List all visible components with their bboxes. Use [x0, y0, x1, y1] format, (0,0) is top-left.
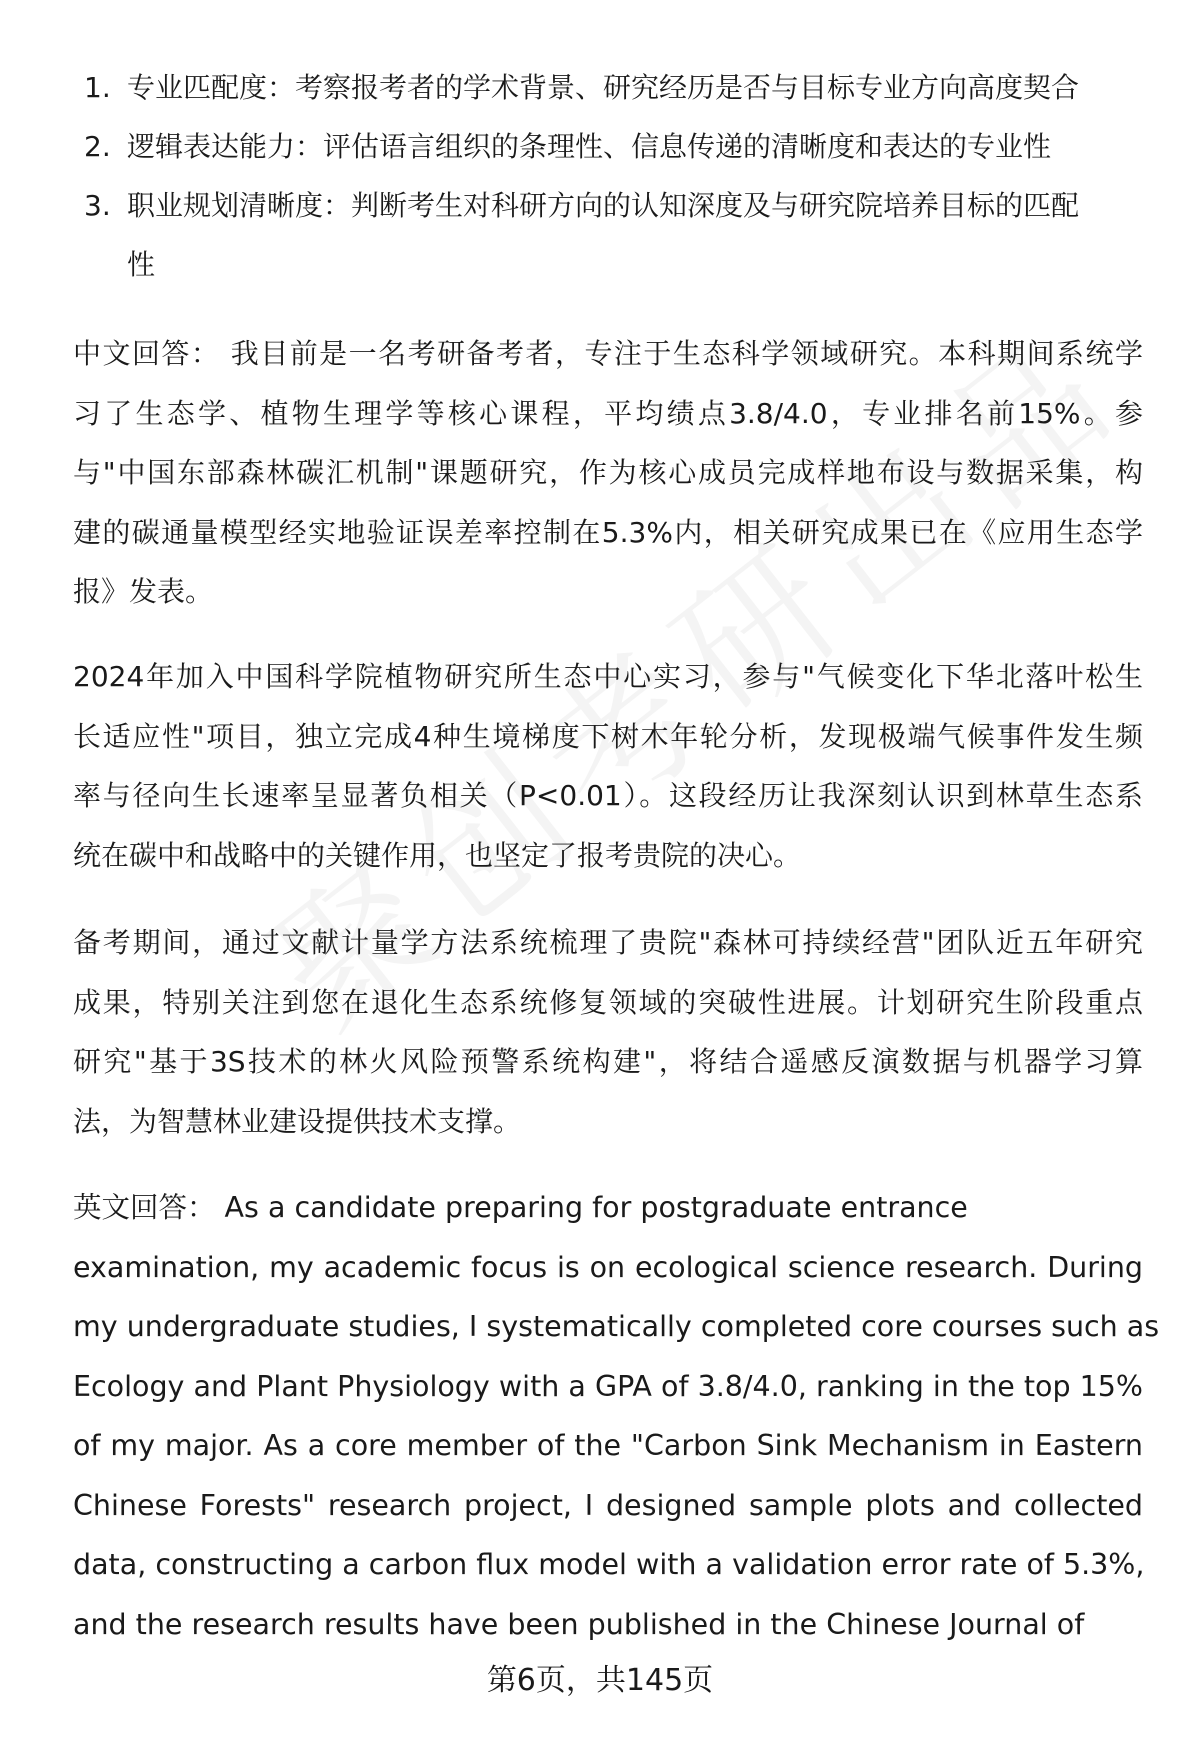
list-text: 职业规划清晰度：判断考生对科研方向的认知深度及与研究院培养目标的匹配	[127, 189, 1080, 222]
text-line: 中文回答： 我目前是一名考研备考者，专注于生态科学领域研究。本科期间系统学	[73, 337, 1143, 370]
list-text: 性	[127, 248, 156, 281]
text-line: 报》发表。	[73, 575, 214, 608]
list-item	[0, 58, 1200, 117]
english-answer-paragraph	[73, 1178, 1160, 1654]
text-line: 法，为智慧林业建设提供技术支撑。	[73, 1104, 522, 1138]
text-line: 与"中国东部森林碳汇机制"课题研究，作为核心成员完成样地布设与数据采集，构	[73, 456, 1143, 489]
text-line: 研究"基于3S技术的林火风险预警系统构建"，将结合遥感反演数据与机器学习算	[73, 1045, 1143, 1078]
list-text: 逻辑表达能力：评估语言组织的条理性、信息传递的清晰度和表达的专业性	[127, 130, 1052, 163]
text-line: Ecology and Plant Physiology with a GPA of 3.8/4.0, ranking in the top 15%	[73, 1369, 1143, 1403]
text-line: 习了生态学、植物生理学等核心课程，平均绩点3.8/4.0，专业排名前15%。参	[73, 396, 1143, 430]
text-line: 统在碳中和战略中的关键作用，也坚定了报考贵院的决心。	[73, 838, 802, 872]
list-item-continuation	[0, 235, 1200, 294]
text-line: 2024年加入中国科学院植物研究所生态中心实习，参与"气候变化下华北落叶松生	[73, 660, 1143, 693]
text-line: 成果，特别关注到您在退化生态系统修复领域的突破性进展。计划研究生阶段重点	[73, 985, 1143, 1019]
text-line: 率与径向生长速率呈显著负相关（P<0.01）。这段经历让我深刻认识到林草生态系	[73, 779, 1143, 812]
text-line: 长适应性"项目，独立完成4种生境梯度下树木年轮分析，发现极端气候事件发生频	[73, 719, 1143, 753]
list-number: 3.	[84, 189, 111, 222]
criteria-list	[0, 58, 1200, 294]
list-number: 2.	[84, 130, 111, 163]
text-line: Chinese Forests" research project, I designed sample plots and collected	[73, 1488, 1143, 1522]
chinese-answer-paragraph-2	[73, 647, 1143, 885]
chinese-answer-paragraph-1	[73, 324, 1143, 622]
list-item	[0, 117, 1200, 176]
text-line: my undergraduate studies, I systematically completed core courses such as	[73, 1310, 1160, 1343]
chinese-answer-paragraph-3	[73, 913, 1143, 1151]
text-line: 备考期间，通过文献计量学方法系统梳理了贵院"森林可持续经营"团队近五年研究	[73, 926, 1143, 959]
text-line: data, constructing a carbon flux model with a validation error rate of 5.3%,	[73, 1548, 1145, 1581]
text-line: 英文回答： As a candidate preparing for postgraduate entrance	[73, 1191, 968, 1224]
text-line: of my major. As a core member of the "Carbon Sink Mechanism in Eastern	[73, 1429, 1143, 1462]
text-line: and the research results have been published in the Chinese Journal of	[73, 1607, 1085, 1641]
page-number: 第6页，共145页	[486, 1663, 714, 1698]
text-line: examination, my academic focus is on ecological science research. During	[73, 1250, 1143, 1284]
list-text: 专业匹配度：考察报考者的学术背景、研究经历是否与目标专业方向高度契合	[127, 71, 1080, 104]
text-line: 建的碳通量模型经实地验证误差率控制在5.3%内，相关研究成果已在《应用生态学	[73, 515, 1143, 549]
list-item	[0, 176, 1200, 235]
list-number: 1.	[84, 71, 111, 104]
